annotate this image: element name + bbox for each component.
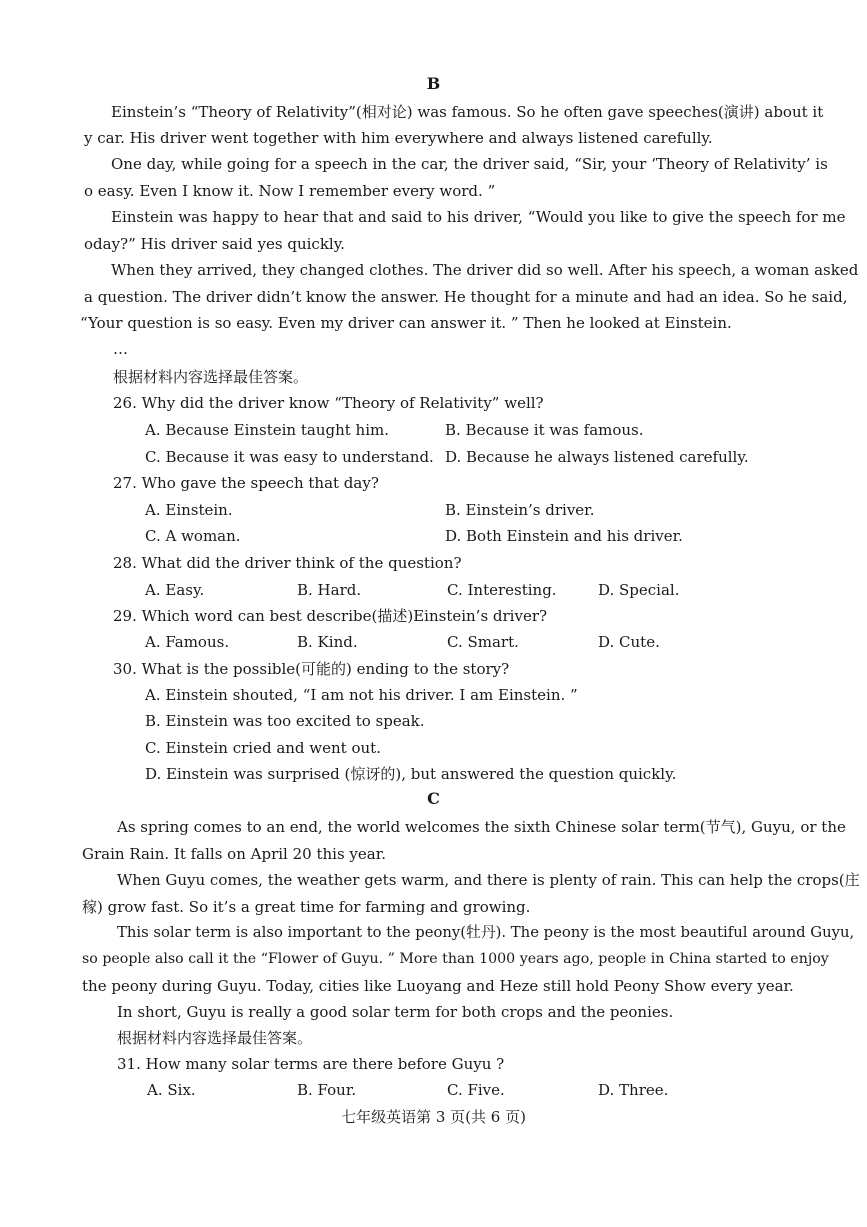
question-27-stem: 27. Who gave the speech that day? xyxy=(113,474,379,492)
option-27-c: C. A woman. xyxy=(145,527,241,545)
question-29-stem: 29. Which word can best describe(描述)Einstein’s driver? xyxy=(113,607,548,625)
option-29-a: A. Famous. xyxy=(145,633,230,651)
question-31-stem: 31. How many solar terms are there before Guyu ? xyxy=(117,1055,505,1073)
option-26-d: D. Because he always listened carefully. xyxy=(445,448,749,466)
option-27-a: A. Einstein. xyxy=(145,501,233,519)
option-31-c: C. Five. xyxy=(447,1081,505,1099)
option-28-d: D. Special. xyxy=(598,581,680,599)
passage-c-line: so people also call it the “Flower of Guyu. ” More than 1000 years ago, people in China started to enjoy xyxy=(82,951,829,967)
option-26-c: C. Because it was easy to understand. xyxy=(145,448,434,466)
option-28-b: B. Hard. xyxy=(297,581,362,599)
passage-c-line: When Guyu comes, the weather gets warm, and there is plenty of rain. This can help the crops(庄 xyxy=(117,871,860,889)
option-31-a: A. Six. xyxy=(147,1081,196,1099)
passage-b-line: o easy. Even I know it. Now I remember every word. ” xyxy=(84,182,496,200)
option-29-c: C. Smart. xyxy=(447,633,519,651)
question-26-stem: 26. Why did the driver know “Theory of Relativity” well? xyxy=(113,394,544,412)
option-27-b: B. Einstein’s driver. xyxy=(445,501,595,519)
passage-c-line: the peony during Guyu. Today, cities like Luoyang and Heze still hold Peony Show every year. xyxy=(82,977,794,995)
option-30-c: C. Einstein cried and went out. xyxy=(145,739,381,757)
option-28-a: A. Easy. xyxy=(145,581,205,599)
section-c-heading: C xyxy=(427,789,440,808)
passage-c-line: As spring comes to an end, the world welcomes the sixth Chinese solar term(节气), Guyu, or the xyxy=(117,818,846,836)
option-27-d: D. Both Einstein and his driver. xyxy=(445,527,683,545)
passage-b-line: Einstein was happy to hear that and said to his driver, “Would you like to give the speech for me xyxy=(111,208,846,226)
section-b-heading: B xyxy=(426,74,441,93)
option-26-b: B. Because it was famous. xyxy=(445,421,644,439)
passage-c-line: Grain Rain. It falls on April 20 this year. xyxy=(82,845,386,863)
passage-b-line: “Your question is so easy. Even my driver can answer it. ” Then he looked at Einstein. xyxy=(80,314,732,332)
passage-b-line: One day, while going for a speech in the car, the driver said, “Sir, your ‘Theory of Relativity’ is xyxy=(111,155,828,173)
instruction-c: 根据材料内容选择最佳答案。 xyxy=(117,1029,313,1047)
page-footer: 七年级英语第 3 页(共 6 页) xyxy=(341,1108,526,1126)
passage-b-line: y car. His driver went together with him everywhere and always listened carefully. xyxy=(84,129,713,147)
instruction-b: 根据材料内容选择最佳答案。 xyxy=(113,368,309,386)
question-28-stem: 28. What did the driver think of the question? xyxy=(113,554,462,572)
option-30-b: B. Einstein was too excited to speak. xyxy=(145,712,425,730)
option-30-d: D. Einstein was surprised (惊讶的), but answered the question quickly. xyxy=(145,765,677,783)
option-28-c: C. Interesting. xyxy=(447,581,557,599)
question-30-stem: 30. What is the possible(可能的) ending to the story? xyxy=(113,660,510,678)
option-31-d: D. Three. xyxy=(598,1081,669,1099)
passage-b-line: oday?” His driver said yes quickly. xyxy=(84,235,345,253)
option-30-a: A. Einstein shouted, “I am not his driver. I am Einstein. ” xyxy=(145,686,578,704)
option-26-a: A. Because Einstein taught him. xyxy=(145,421,389,439)
passage-c-line: In short, Guyu is really a good solar term for both crops and the peonies. xyxy=(117,1003,674,1021)
passage-b-line: When they arrived, they changed clothes. The driver did so well. After his speech, a woman asked xyxy=(111,261,859,279)
passage-b-line: Einstein’s “Theory of Relativity”(相对论) was famous. So he often gave speeches(演讲) about it xyxy=(111,103,824,121)
option-29-d: D. Cute. xyxy=(598,633,660,651)
ellipsis: … xyxy=(113,340,128,358)
option-31-b: B. Four. xyxy=(297,1081,357,1099)
passage-c-line: This solar term is also important to the peony(牡丹). The peony is the most beautiful around Guyu, xyxy=(117,924,855,941)
passage-c-line: 稼) grow fast. So it’s a great time for farming and growing. xyxy=(82,898,531,916)
passage-b-line: a question. The driver didn’t know the answer. He thought for a minute and had an idea. So he said, xyxy=(84,288,848,306)
option-29-b: B. Kind. xyxy=(297,633,358,651)
